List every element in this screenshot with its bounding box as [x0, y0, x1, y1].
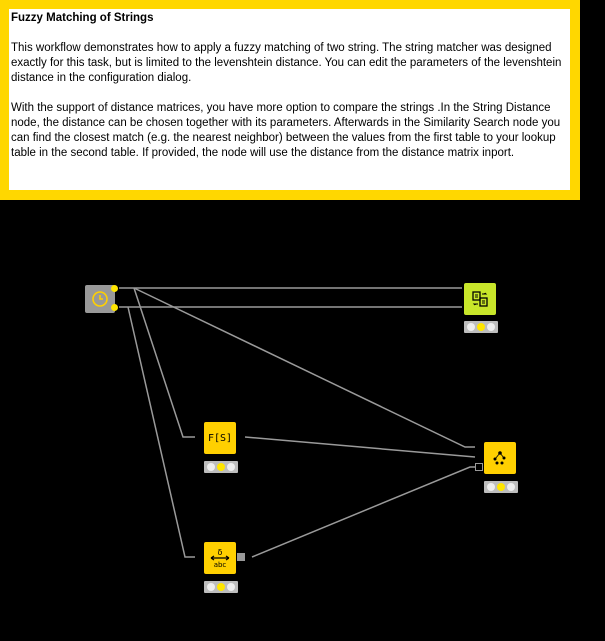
similarity-search-node[interactable]	[484, 442, 516, 474]
source-out-port-2[interactable]	[111, 304, 118, 311]
status-light-green	[227, 463, 235, 471]
status-light-yellow	[497, 483, 505, 491]
edge-distance-measure-to-similarity	[252, 467, 475, 557]
string-matcher-icon	[471, 290, 489, 308]
workflow-annotation[interactable]	[0, 0, 580, 200]
scatter-points-icon	[491, 449, 509, 467]
status-light-red	[487, 483, 495, 491]
status-light-green	[507, 483, 515, 491]
clock-icon	[91, 290, 109, 308]
similarity-search-in-port-3[interactable]	[475, 463, 483, 471]
source-out-port-1[interactable]	[111, 285, 118, 292]
status-light-yellow	[217, 463, 225, 471]
distance-measure-out-port[interactable]	[237, 553, 245, 561]
svg-text:δ: δ	[217, 548, 223, 557]
edge-source-to-distance-measure	[128, 307, 195, 557]
status-light-yellow	[477, 323, 485, 331]
status-light-yellow	[217, 583, 225, 591]
svg-text:abc: abc	[213, 561, 227, 569]
status-light-green	[487, 323, 495, 331]
function-string-icon: F[S]	[207, 432, 233, 444]
status-light-red	[207, 463, 215, 471]
string-matcher-node[interactable]	[464, 283, 496, 315]
annotation-paragraph-1: This workflow demonstrates how to apply a fuzzy matching of two string. The string matcher was designed exactly for this task, but is limited to the levenshtein distance. You can edit the parameters of the levenshtein distance in the configuration dialog.	[11, 42, 562, 84]
edge-source-to-similarity	[134, 288, 475, 447]
annotation-paragraph-2: With the support of distance matrices, you have more option to compare the strings .In the String Distance node, the distance can be chosen together with its parameters. Afterwards in the Similarity Search node you can find the closest match (e.g. the nearest neighbor) between the values from the first table to your lookup table in the second table. If provided, the node will use the distance from the distance matrix inport.	[11, 102, 561, 159]
similarity-search-status	[484, 481, 518, 493]
string-matcher-status	[464, 321, 498, 333]
status-light-red	[207, 583, 215, 591]
annotation-body	[9, 9, 570, 190]
annotation-title: Fuzzy Matching of Strings	[11, 12, 154, 24]
edge-string-distance-to-similarity	[245, 437, 475, 457]
status-light-red	[467, 323, 475, 331]
distance-measure-status	[204, 581, 238, 593]
distance-abc-icon	[209, 547, 231, 569]
string-distance-node[interactable]	[204, 422, 236, 454]
status-light-green	[227, 583, 235, 591]
string-distance-status	[204, 461, 238, 473]
edge-source-to-string-distance	[134, 288, 195, 437]
distance-measure-node[interactable]	[204, 542, 236, 574]
